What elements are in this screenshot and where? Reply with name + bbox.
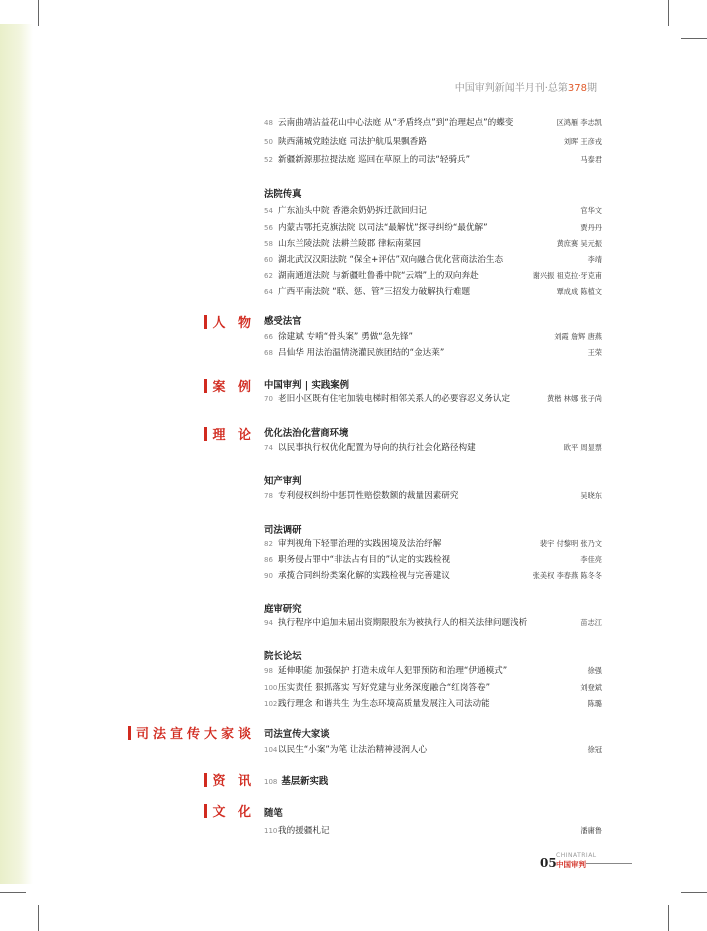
section-heading: 感受法官 bbox=[264, 316, 302, 327]
entry-title: 吕仙华 用法治温情浇灌民族团结的“金达莱” bbox=[278, 348, 445, 358]
section-heading: 中国审判 | 实践案例 bbox=[264, 380, 349, 391]
section-heading: 院长论坛 bbox=[264, 651, 302, 662]
entry-page: 48 bbox=[264, 119, 273, 127]
issue-number: 378 bbox=[567, 83, 587, 94]
entry-author: 刘登斌 bbox=[580, 683, 602, 692]
section-heading: 司法调研 bbox=[264, 525, 302, 536]
entry-page: 50 bbox=[264, 138, 273, 146]
toc-entry[interactable] bbox=[264, 221, 602, 235]
category-label bbox=[204, 801, 255, 820]
entry-author: 黄楷 林娜 张子尚 bbox=[547, 394, 602, 403]
entry-title: 山东兰陵法院 法耕兰陵郡 律耘南菜园 bbox=[278, 239, 421, 249]
inline-section-page: 108 bbox=[264, 778, 278, 786]
category-text: 文 化 bbox=[212, 805, 255, 820]
entry-title: 徐建斌 专啃“骨头案” 勇做“急先锋” bbox=[278, 332, 413, 342]
entry-author: 马泰君 bbox=[580, 155, 602, 164]
category-label bbox=[204, 770, 255, 789]
category-label bbox=[204, 376, 255, 395]
category-text: 司法宣传大家谈 bbox=[135, 727, 255, 742]
entry-page: 64 bbox=[264, 288, 273, 296]
entry-page: 90 bbox=[264, 572, 273, 580]
category-bar bbox=[204, 315, 207, 329]
category-bar bbox=[204, 804, 207, 818]
entry-title: 专利侵权纠纷中惩罚性赔偿数额的裁量因素研究 bbox=[278, 491, 459, 501]
entry-author: 区鸿雁 李志凯 bbox=[556, 118, 602, 127]
entry-page: 94 bbox=[264, 619, 273, 627]
category-label bbox=[204, 424, 255, 443]
category-bar bbox=[128, 726, 131, 740]
entry-title: 广东汕头中院 香港余奶奶拆迁款回归记 bbox=[278, 206, 427, 216]
toc-entry[interactable] bbox=[264, 392, 602, 406]
entry-author: 张美权 李春燕 陈冬冬 bbox=[532, 571, 602, 580]
header-text: 中国审判新闻半月刊·总第 bbox=[454, 83, 568, 94]
toc-entry[interactable] bbox=[264, 697, 602, 711]
entry-author: 官华文 bbox=[580, 206, 602, 215]
entry-author: 李佳亮 bbox=[580, 555, 602, 564]
toc-entry[interactable] bbox=[264, 743, 602, 757]
entry-title: 新疆新源那拉提法庭 巡回在草原上的司法“轻骑兵” bbox=[278, 155, 471, 165]
entry-page: 56 bbox=[264, 224, 273, 232]
entry-author: 王荣 bbox=[587, 348, 602, 357]
entry-page: 52 bbox=[264, 156, 273, 164]
crop-mark bbox=[681, 892, 707, 893]
logo-cn: 中国审判 bbox=[556, 860, 586, 869]
inline-section-title: 基层新实践 bbox=[281, 776, 329, 787]
toc-entry[interactable] bbox=[264, 153, 602, 167]
page-spine-shade bbox=[0, 24, 33, 884]
entry-title: 践行理念 和谐共生 为生态环境高质量发展注入司法动能 bbox=[278, 699, 490, 709]
section-heading: 法院传真 bbox=[264, 189, 302, 200]
entry-page: 66 bbox=[264, 333, 273, 341]
toc-entry[interactable] bbox=[264, 441, 602, 455]
page-number: 05 bbox=[540, 856, 557, 870]
entry-page: 70 bbox=[264, 395, 273, 403]
crop-mark bbox=[38, 0, 39, 26]
section-heading: 知产审判 bbox=[264, 476, 302, 487]
entry-title: 我的援疆札记 bbox=[278, 826, 330, 836]
toc-entry[interactable] bbox=[264, 237, 602, 251]
category-text: 理 论 bbox=[212, 428, 255, 443]
entry-page: 102 bbox=[264, 700, 278, 708]
entry-title: 以民生“小案”为笔 让法治精神浸润人心 bbox=[278, 745, 428, 755]
toc-entry[interactable] bbox=[264, 824, 602, 838]
toc-entry[interactable] bbox=[264, 616, 602, 630]
entry-title: 湖北武汉汉阳法院 “保全+评估”双向融合优化营商法治生态 bbox=[278, 255, 504, 265]
crop-mark bbox=[681, 38, 707, 39]
entry-title: 延伸职能 加强保护 打造未成年人犯罪预防和治理“伊通模式” bbox=[278, 666, 508, 676]
entry-page: 86 bbox=[264, 556, 273, 564]
toc-entry[interactable] bbox=[264, 664, 602, 678]
entry-page: 68 bbox=[264, 349, 273, 357]
entry-author: 徐冠 bbox=[587, 745, 602, 754]
entry-title: 承揽合同纠纷类案化解的实践检视与完善建议 bbox=[278, 571, 450, 581]
running-header bbox=[455, 79, 597, 94]
toc-entry[interactable] bbox=[264, 681, 602, 695]
page-footer bbox=[540, 852, 597, 871]
entry-page: 98 bbox=[264, 667, 273, 675]
entry-author: 黄庶赛 吴元振 bbox=[556, 239, 602, 248]
entry-author: 刘霞 詹辉 唐燕 bbox=[554, 332, 602, 341]
entry-page: 54 bbox=[264, 207, 273, 215]
logo-en: CHINATRIAL bbox=[556, 852, 597, 859]
crop-mark bbox=[38, 905, 39, 931]
category-bar bbox=[204, 773, 207, 787]
entry-title: 执行程序中追加未届出资期限股东为被执行人的相关法律问题浅析 bbox=[278, 618, 528, 628]
toc-entry[interactable] bbox=[264, 116, 602, 130]
entry-author: 贾丹丹 bbox=[580, 223, 602, 232]
entry-author: 欧平 周显票 bbox=[563, 443, 602, 452]
crop-mark bbox=[668, 905, 669, 931]
inline-section[interactable] bbox=[264, 773, 328, 787]
category-text: 人 物 bbox=[212, 316, 255, 331]
entry-page: 62 bbox=[264, 272, 273, 280]
toc-entry[interactable] bbox=[264, 285, 602, 299]
entry-page: 104 bbox=[264, 746, 278, 754]
entry-page: 78 bbox=[264, 492, 273, 500]
header-suffix: 期 bbox=[587, 83, 597, 94]
entry-page: 60 bbox=[264, 256, 273, 264]
toc-entry[interactable] bbox=[264, 204, 602, 218]
section-heading: 庭审研究 bbox=[264, 604, 302, 615]
crop-mark bbox=[0, 892, 26, 893]
entry-title: 职务侵占罪中“非法占有目的”认定的实践检视 bbox=[278, 555, 451, 565]
toc-entry[interactable] bbox=[264, 489, 602, 503]
entry-author: 覃成成 陈植文 bbox=[556, 287, 602, 296]
entry-author: 苗志江 bbox=[580, 618, 602, 627]
toc-entry[interactable] bbox=[264, 330, 602, 344]
entry-page: 58 bbox=[264, 240, 273, 248]
entry-author: 刘晖 王彦戎 bbox=[563, 137, 602, 146]
entry-title: 压实责任 狠抓落实 写好党建与业务深度融合“红岗答卷” bbox=[278, 683, 491, 693]
entry-page: 110 bbox=[264, 827, 278, 835]
entry-title: 湖南通道法院 与新疆吐鲁番中院“云端”上的双向奔赴 bbox=[278, 271, 479, 281]
toc-entry[interactable] bbox=[264, 569, 602, 583]
category-text: 案 例 bbox=[212, 380, 255, 395]
entry-page: 74 bbox=[264, 444, 273, 452]
footer-rule bbox=[586, 863, 632, 864]
entry-author: 潘庸鲁 bbox=[580, 826, 602, 835]
toc-entry[interactable] bbox=[264, 553, 602, 567]
section-heading: 优化法治化营商环境 bbox=[264, 428, 349, 439]
entry-title: 陕西蒲城党睦法庭 司法护航瓜果飘香路 bbox=[278, 137, 427, 147]
entry-title: 云南曲靖沾益花山中心法庭 从“矛盾终点”到“治理起点”的蝶变 bbox=[278, 118, 514, 128]
category-bar bbox=[204, 427, 207, 441]
entry-author: 谢兴振 祖克拉·牙克甫 bbox=[532, 271, 602, 280]
category-text: 资 讯 bbox=[212, 774, 255, 789]
category-bar bbox=[204, 379, 207, 393]
entry-page: 100 bbox=[264, 684, 278, 692]
entry-author: 裴宇 付黎明 张乃文 bbox=[539, 539, 602, 548]
toc-entry[interactable] bbox=[264, 135, 602, 149]
section-heading: 司法宣传大家谈 bbox=[264, 729, 330, 740]
toc-entry[interactable] bbox=[264, 269, 602, 283]
entry-page: 82 bbox=[264, 540, 273, 548]
entry-title: 审判视角下轻罪治理的实践困境及法治纾解 bbox=[278, 539, 442, 549]
entry-title: 广西平南法院 “联、惩、管”三招发力破解执行难题 bbox=[278, 287, 471, 297]
toc-entry[interactable] bbox=[264, 253, 602, 267]
entry-author: 吴晓东 bbox=[580, 491, 602, 500]
entry-title: 以民事执行权优化配置为导向的执行社会化路径构建 bbox=[278, 443, 476, 453]
section-heading: 随笔 bbox=[264, 808, 283, 819]
toc-entry[interactable] bbox=[264, 537, 602, 551]
entry-title: 内蒙古鄂托克旗法院 以司法“最解忧”探寻纠纷“最优解” bbox=[278, 223, 488, 233]
entry-author: 李靖 bbox=[587, 255, 602, 264]
category-label bbox=[204, 312, 255, 331]
category-label bbox=[128, 723, 255, 742]
entry-title: 老旧小区既有住宅加装电梯时相邻关系人的必要容忍义务认定 bbox=[278, 394, 511, 404]
toc-entry[interactable] bbox=[264, 346, 602, 360]
entry-author: 陈璐 bbox=[587, 699, 602, 708]
crop-mark bbox=[668, 0, 669, 26]
entry-author: 徐强 bbox=[587, 666, 602, 675]
